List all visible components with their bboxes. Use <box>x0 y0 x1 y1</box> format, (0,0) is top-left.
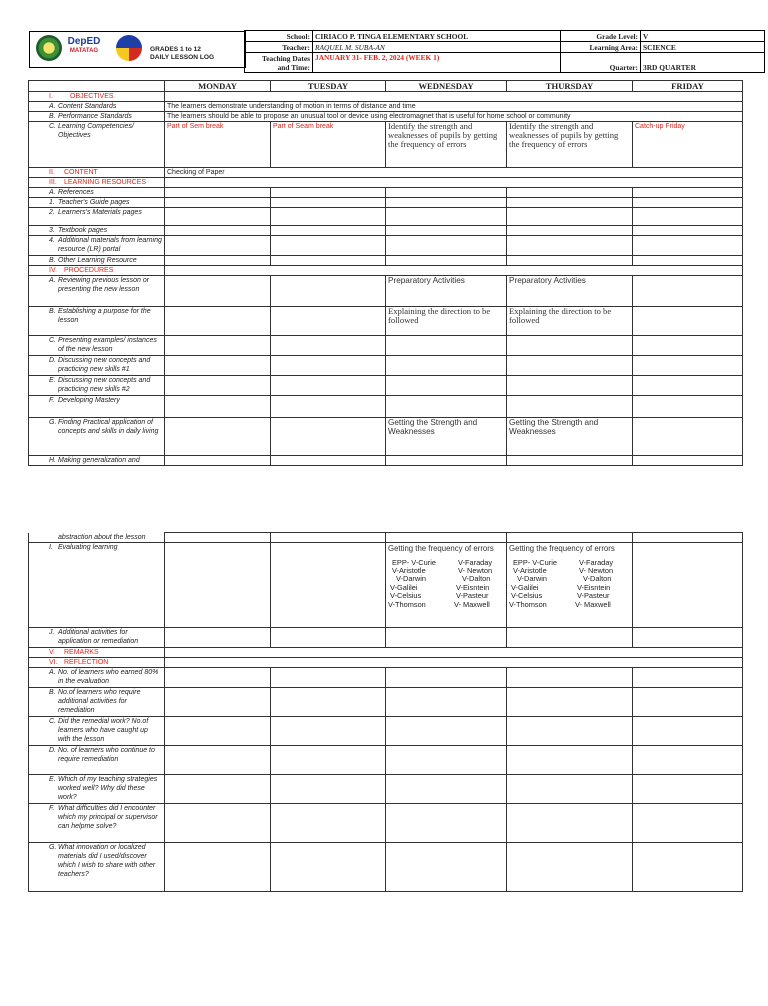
row-remarks: V. REMARKS <box>29 647 165 657</box>
row-textbook: 3. Textbook pages <box>29 226 165 236</box>
section-row: V-Darwin V-Dalton <box>517 574 612 584</box>
purpose-thursday: Explaining the direction to be followed <box>507 307 633 336</box>
teacher-label: Teacher: <box>245 42 313 53</box>
section-row: V-Aristotle V- Newton <box>392 565 493 575</box>
row-other-resources: B. Other Learning Resource <box>29 256 165 266</box>
row-reflection-c: C. Did the remedial work? No.of learners who have caught up with the lesson <box>29 716 165 745</box>
row-references: A. References <box>29 188 165 198</box>
row-examples: C. Presenting examples/ instances of the new lesson <box>29 336 165 356</box>
content-standards-text: The learners demonstrate understanding of motion in terms of distance and time <box>165 102 743 112</box>
reviewing-thursday: Preparatory Activities <box>507 276 633 307</box>
practical-wednesday: Getting the Strength and Weaknesses <box>386 418 507 456</box>
grade-value: V <box>641 31 765 42</box>
sections-list-wednesday <box>388 559 504 609</box>
sections-list-thursday <box>509 559 630 609</box>
day-header-friday: FRIDAY <box>633 81 743 92</box>
row-learning-resources: III. LEARNING RESOURCES <box>29 178 165 188</box>
area-label: Learning Area: <box>561 42 641 53</box>
row-reviewing: A. Reviewing previous lesson or presenting the new lesson <box>29 276 165 307</box>
header-logo-box <box>29 31 246 68</box>
row-reflection-g: G. What innovation or localized materials did I used/discover which I wish to share with other teachers? <box>29 842 165 891</box>
section-row: V-Celsius V-Pasteur <box>390 591 489 601</box>
lesson-log-table-page1 <box>28 80 743 466</box>
row-additional-materials: 4. Additional materials from learning resource (LR) portal <box>29 236 165 256</box>
row-mastery: F. Developing Mastery <box>29 396 165 418</box>
competencies-friday: Catch-up Friday <box>633 122 743 168</box>
section-row: V-Galilei V-Eisntein <box>511 582 611 592</box>
day-header-thursday: THURSDAY <box>507 81 633 92</box>
evaluating-thursday <box>507 542 633 627</box>
doc-title: GRADES 1 to 12 DAILY LESSON LOG <box>150 46 215 61</box>
row-additional-activities: J. Additional activities for application or remediation <box>29 627 165 647</box>
corner-cell <box>29 81 165 92</box>
row-reflection-b: B. No.of learners who require additional activities for remediation <box>29 687 165 716</box>
row-practical: G. Finding Practical application of concepts and skills in daily living <box>29 418 165 456</box>
row-discussing-2: E. Discussing new concepts and practicing new skills #2 <box>29 376 165 396</box>
performance-standards-text: The learners should be able to propose an unusual tool or device using electromagnet that is useful for home school or community <box>165 112 743 122</box>
row-reflection-d: D. No. of learners who continue to require remediation <box>29 745 165 774</box>
row-objectives: I. OBJECTIVES <box>29 92 165 102</box>
row-content-standards: A. Content Standards <box>29 102 165 112</box>
school-label: School: <box>245 31 313 42</box>
section-row: V-Aristotle V- Newton <box>513 565 614 575</box>
section-row: V-Galilei V-Eisntein <box>390 582 490 592</box>
competencies-thursday: Identify the strength and weaknesses of pupils by getting the frequency of errors <box>507 122 633 168</box>
row-competencies: C. Learning Competencies/ Objectives <box>29 122 165 168</box>
quarter-value: 3RD QUARTER <box>641 53 765 73</box>
content-text: Checking of Paper <box>165 168 743 178</box>
dates-label: Teaching Dates and Time: <box>245 53 313 73</box>
section-row: EPP- V-Curie V-Faraday <box>392 557 493 567</box>
row-teachers-guide: 1. Teacher's Guide pages <box>29 198 165 208</box>
row-purpose: B. Establishing a purpose for the lesson <box>29 307 165 336</box>
practical-thursday: Getting the Strength and Weaknesses <box>507 418 633 456</box>
competencies-monday: Part of Sem break <box>165 122 271 168</box>
day-header-wednesday: WEDNESDAY <box>386 81 507 92</box>
day-header-tuesday: TUESDAY <box>271 81 386 92</box>
bagong-pilipinas-icon <box>116 35 142 61</box>
day-header-monday: MONDAY <box>165 81 271 92</box>
reviewing-wednesday: Preparatory Activities <box>386 276 507 307</box>
section-row: V-Celsius V-Pasteur <box>511 591 610 601</box>
row-evaluating: I. Evaluating learning <box>29 542 165 627</box>
evaluating-wednesday <box>386 542 507 627</box>
purpose-wednesday: Explaining the direction to be followed <box>386 307 507 336</box>
row-reflection-f: F. What difficulties did I encounter which my principal or supervisor can helpme solve? <box>29 803 165 842</box>
row-procedures: IV. PROCEDURES <box>29 266 165 276</box>
school-seal-icon <box>36 35 62 61</box>
competencies-wednesday: Identify the strength and weaknesses of pupils by getting the frequency of errors <box>386 122 507 168</box>
school-value: CIRIACO P. TINGA ELEMENTARY SCHOOL <box>313 31 561 42</box>
row-reflection-a: A. No. of learners who earned 80% in the evaluation <box>29 667 165 687</box>
row-reflection: VI. REFLECTION <box>29 657 165 667</box>
section-row: V-Darwin V-Dalton <box>396 574 491 584</box>
competencies-tuesday: Part of Seam break <box>271 122 386 168</box>
row-content: II. CONTENT <box>29 168 165 178</box>
dates-value: JANUARY 31- FEB. 2, 2024 (WEEK 1) <box>313 53 561 73</box>
deped-logo: DepED MATATAG <box>67 36 101 54</box>
row-generalization-cont: abstraction about the lesson <box>29 533 165 543</box>
section-row: EPP- V-Curie V-Faraday <box>513 557 614 567</box>
row-generalization: H. Making generalization and <box>29 456 165 466</box>
evaluating-thursday-heading: Getting the frequency of errors <box>509 543 615 553</box>
area-value: SCIENCE <box>641 42 765 53</box>
lesson-log-table-page2 <box>28 532 743 892</box>
section-row: V-Thomson V- Maxwell <box>509 599 611 609</box>
row-learners-materials: 2. Learners's Materials pages <box>29 208 165 226</box>
header-info-table <box>244 30 765 73</box>
teacher-value: RAQUEL M. SUBA-AN <box>313 42 561 53</box>
row-discussing-1: D. Discussing new concepts and practicing new skills #1 <box>29 356 165 376</box>
quarter-label: Quarter: <box>561 53 641 73</box>
row-reflection-e: E. Which of my teaching strategies worked well? Why did these work? <box>29 774 165 803</box>
section-row: V-Thomson V- Maxwell <box>388 599 490 609</box>
row-performance-standards: B. Performance Standards <box>29 112 165 122</box>
evaluating-wednesday-heading: Getting the frequency of errors <box>388 543 494 553</box>
grade-label: Grade Level: <box>561 31 641 42</box>
